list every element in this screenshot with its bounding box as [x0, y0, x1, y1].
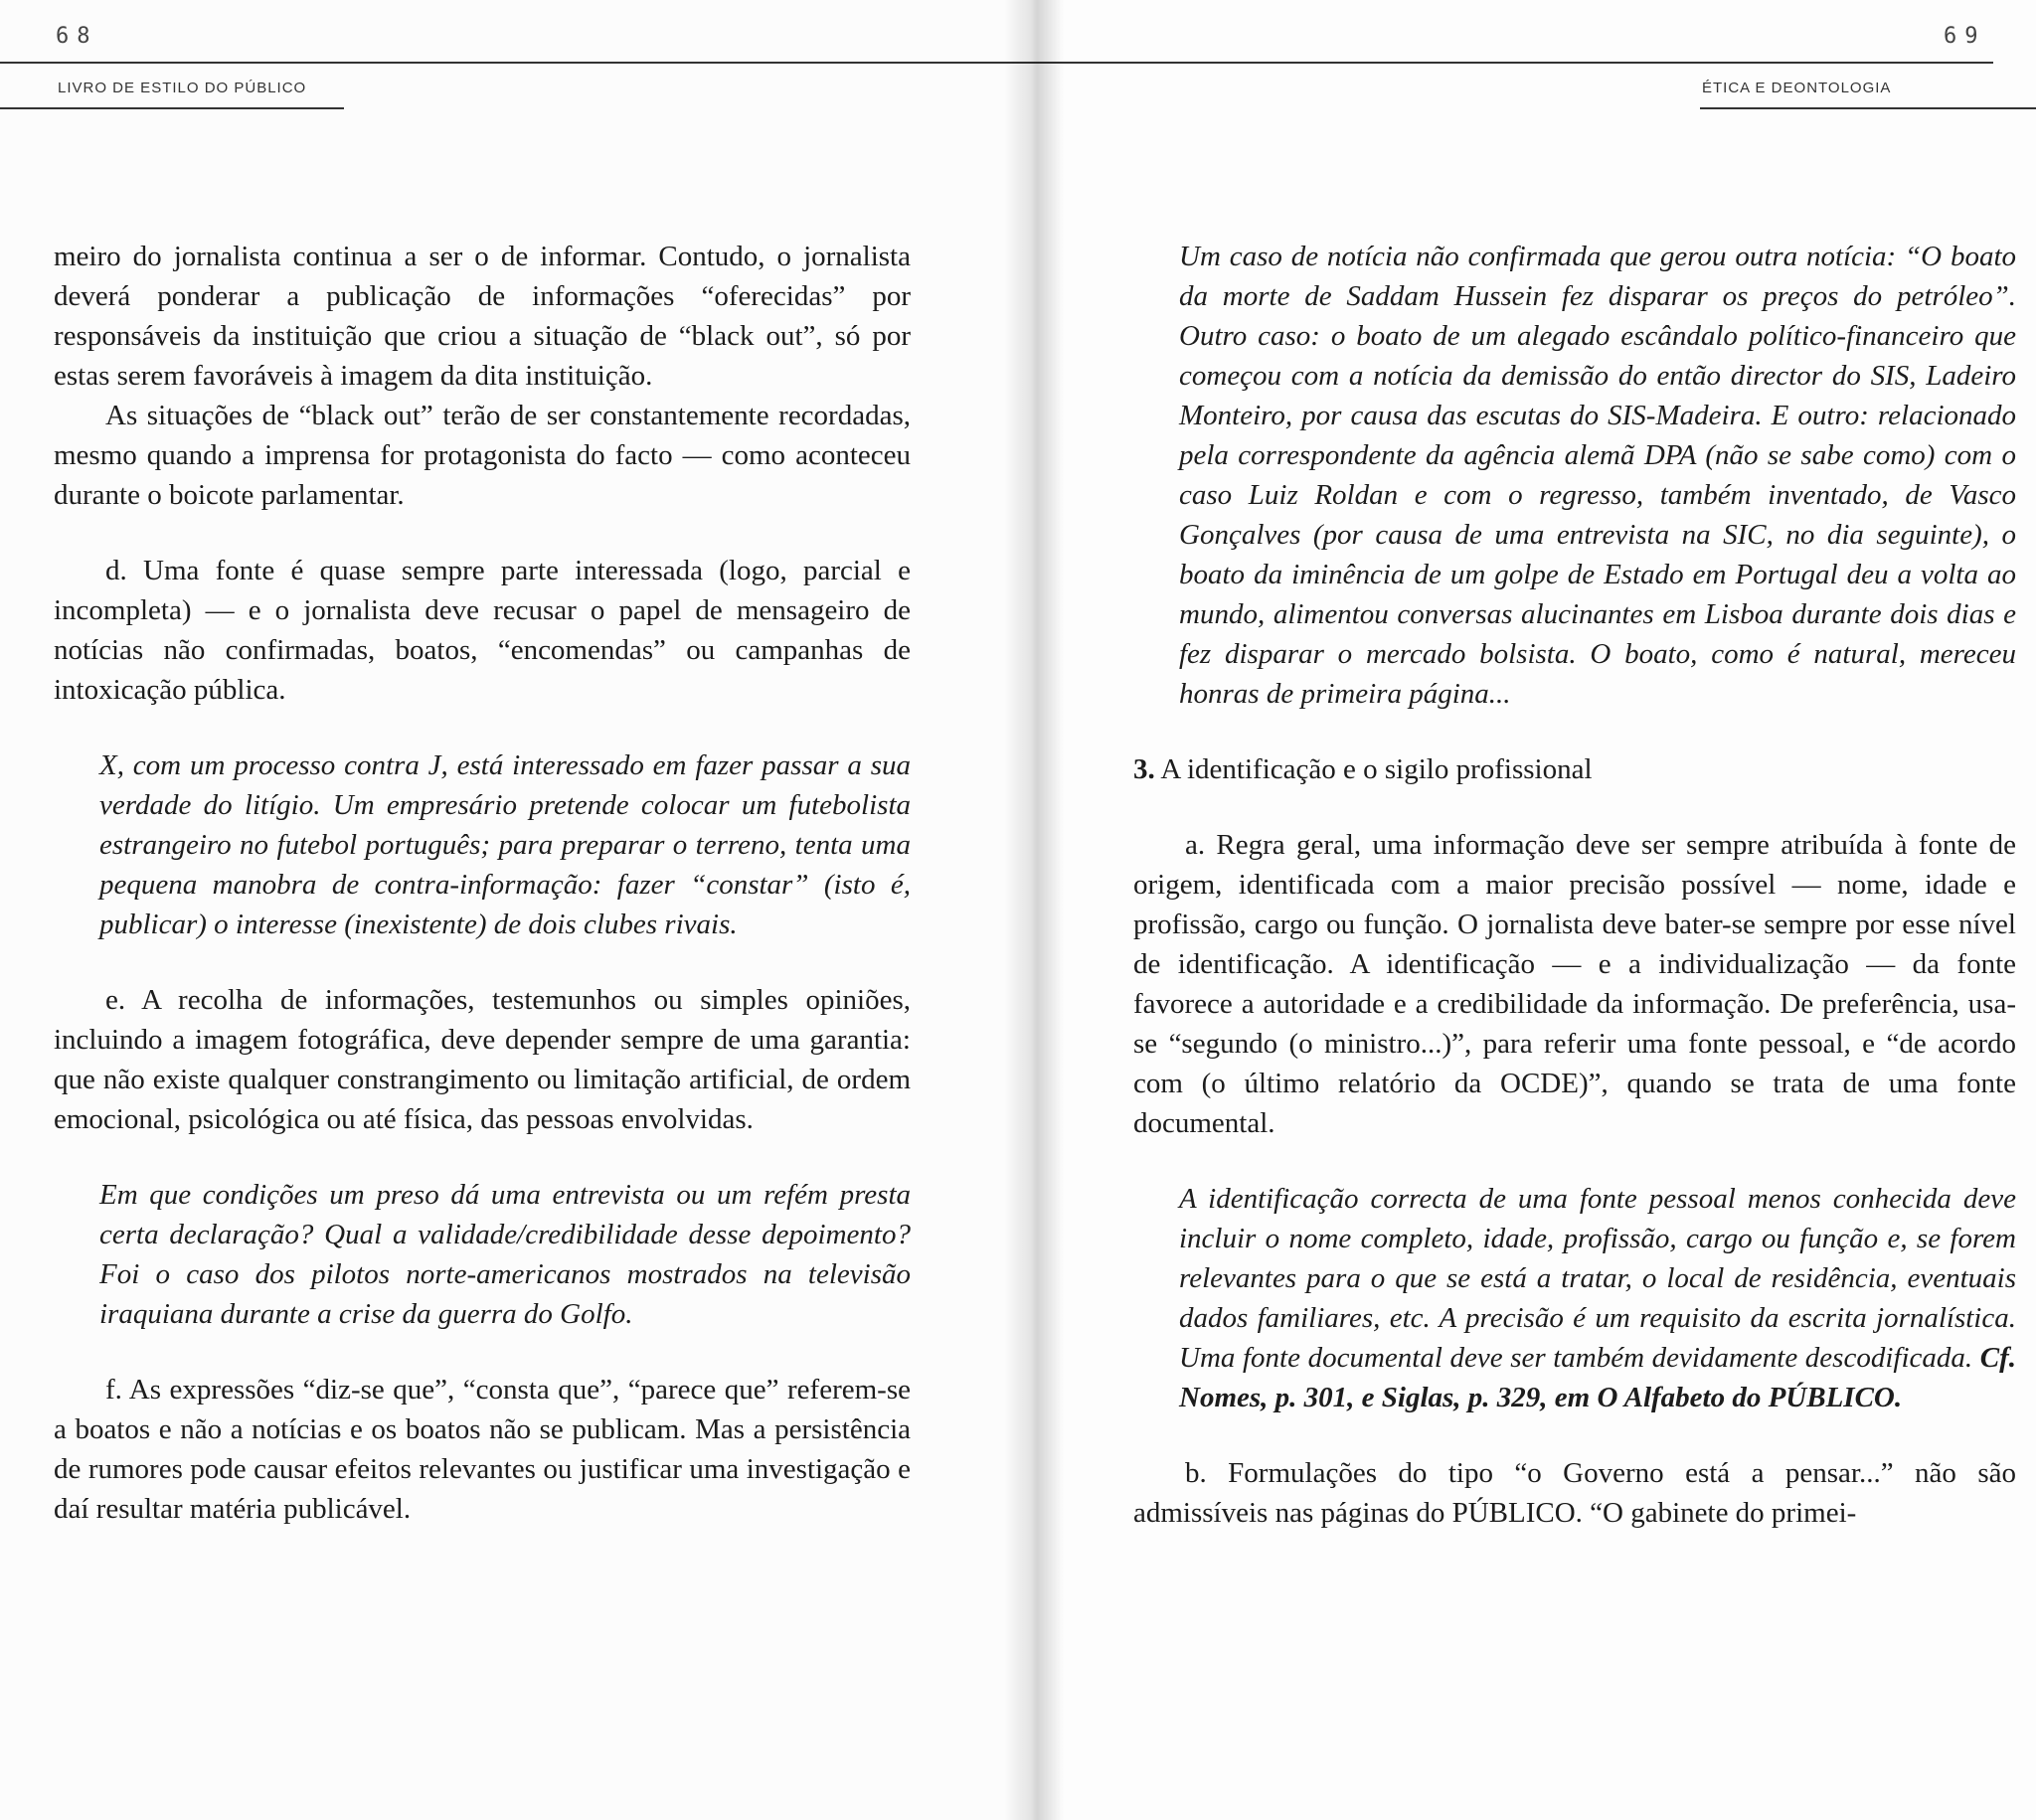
paragraph: meiro do jornalista continua a ser o de informar. Contudo, o jornalista deverá ponderar a publicação de informações “oferecidas” por responsáveis da instituição que criou a situação de “black out”, só por estas serem favoráveis à imagem da dita instituição. — [54, 241, 911, 392]
quote-text: A identificação correcta de uma fonte pessoal menos conhecida deve incluir o nome completo, idade, profissão, cargo ou função e, se forem relevantes para o que se está a tratar, o local de residência, eventuais dados familiares, etc. A precisão é um requisito da escrita jornalística. Uma fonte documental deve ser também devidamente descodificada. — [1179, 1183, 2016, 1374]
book-gutter-shadow — [1004, 0, 1064, 1820]
item-f: f. As expressões “diz-se que”, “consta que”, “parece que” referem-se a boatos e não a notícias e os boatos não se publicam. Mas a persistência de rumores pode causar efeitos relevantes ou justificar uma investigação e daí resultar matéria publicável. — [54, 1374, 911, 1525]
item-b: b. Formulações do tipo “o Governo está a pensar...” não são admissíveis nas páginas do PÚBLICO. “O gabinete do primei- — [1133, 1457, 2016, 1529]
left-body-text — [54, 237, 911, 1529]
item-e: e. A recolha de informações, testemunhos ou simples opiniões, incluindo a imagem fotográfica, deve depender sempre de uma garantia: que não existe qualquer constrangimento ou limitação artificial, de ordem emocional, psicológica ou até física, das pessoas envolvidas. — [54, 984, 911, 1135]
page-number: 68 — [56, 24, 98, 49]
example-quote: Um caso de notícia não confirmada que gerou outra notícia: “O boato da morte de Saddam Hussein fez disparar os preços do petróleo”. Outro caso: o boato de um alegado escândalo político-financeiro que começou com a notícia da demissão do então director do SIS, Ladeiro Monteiro, por causa das escutas do SIS-Madeira. E outro: relacionado pela correspondente da agência alemã DPA (não se sabe como) com o caso Luiz Roldan e com o regresso, também inventado, de Vasco Gonçalves (por causa de uma entrevista na SIC, no dia seguinte), o boato da iminência de um golpe de Estado em Portugal deu a volta ao mundo, alimentou conversas alucinantes em Lisboa durante dois dias e fez disparar o mercado bolsista. O boato, como é natural, mereceu honras de primeira página... — [1179, 241, 2016, 710]
section-number: 3. — [1133, 753, 1155, 785]
paragraph: As situações de “black out” terão de ser constantemente recordadas, mesmo quando a imprensa for protagonista do facto — como aconteceu durante o boicote parlamentar. — [54, 400, 911, 511]
page-number: 69 — [1944, 24, 1986, 49]
example-quote: X, com um processo contra J, está interessado em fazer passar a sua verdade do litígio. Um empresário pretende colocar um futebolista estrangeiro no futebol português; para preparar o terreno, tenta uma pequena manobra de contra-informação: fazer “constar” (isto é, publicar) o interesse (inexistente) de dois clubes rivais. — [99, 749, 911, 940]
running-head-underline — [1700, 107, 2036, 109]
running-head: LIVRO DE ESTILO DO PÚBLICO — [58, 80, 307, 96]
header-rule — [0, 62, 1034, 64]
example-quote — [1179, 1179, 2016, 1417]
header-rule — [1024, 62, 1993, 64]
running-head-underline — [0, 107, 344, 109]
section-title: A identificação e o sigilo profissional — [1160, 753, 1593, 785]
running-head: ÉTICA E DEONTOLOGIA — [1702, 80, 1892, 96]
item-d: d. Uma fonte é quase sempre parte interessada (logo, parcial e incompleta) — e o jornalista deve recusar o papel de mensageiro de notícias não confirmadas, boatos, “encomendas” ou campanhas de intoxicação pública. — [54, 555, 911, 706]
section-heading — [1133, 749, 2016, 789]
right-body-text — [1133, 237, 2016, 1533]
cross-reference: Cf. Nomes, p. 301, e Siglas, p. 329, em O Alfabeto do PÚBLICO. — [1179, 1342, 2016, 1413]
item-a: a. Regra geral, uma informação deve ser sempre atribuída à fonte de origem, identificada com a maior precisão possível — nome, idade e profissão, cargo ou função. O jornalista deve bater-se sempre por esse nível de identificação. A identificação — e a individualização — da fonte favorece a autoridade e a credibilidade da informação. De preferência, usa-se “segundo (o ministro...)”, para referir uma fonte pessoal, e “de acordo com (o último relatório da OCDE)”, quando se trata de uma fonte documental. — [1133, 829, 2016, 1139]
right-page — [1024, 0, 2036, 1820]
example-quote: Em que condições um preso dá uma entrevista ou um refém presta certa declaração? Qual a validade/credibilidade desse depoimento? Foi o caso dos pilotos norte-americanos mostrados na televisão iraquiana durante a crise da guerra do Golfo. — [99, 1179, 911, 1330]
